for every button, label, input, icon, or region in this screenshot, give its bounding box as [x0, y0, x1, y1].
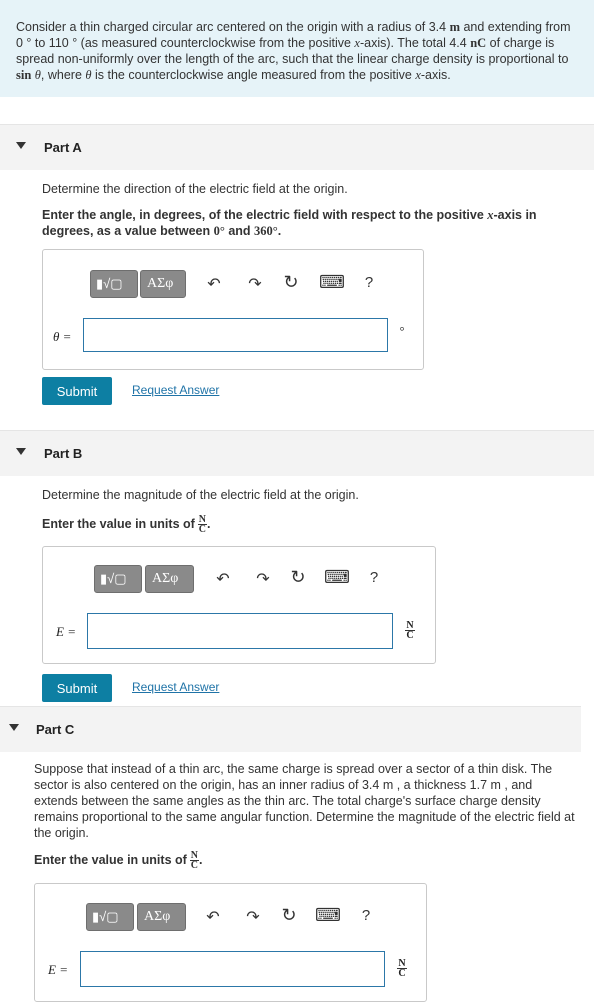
reset-icon[interactable]: ↻ [290, 567, 306, 587]
part-c-title: Part C [36, 722, 75, 737]
templates-icon: ▮√▢ [96, 276, 123, 291]
part-c-instruction: Enter the value in units of $\frac{N}{C}$ . [34, 850, 203, 871]
part-c-answer-input[interactable] [80, 951, 385, 987]
e-variable-label: E = [48, 962, 68, 977]
keyboard-icon[interactable]: ⌨ [315, 905, 341, 925]
theta-variable-label: θ = [53, 329, 72, 344]
reset-icon[interactable]: ↻ [283, 272, 299, 292]
keyboard-icon[interactable]: ⌨ [324, 567, 350, 587]
help-icon[interactable]: ? [364, 274, 374, 291]
part-b-question: Determine the magnitude of the electric field at the origin. [42, 488, 359, 502]
redo-icon[interactable]: ↷ [256, 571, 270, 588]
greek-symbols-button[interactable] [145, 565, 194, 593]
units-denominator: C [198, 524, 207, 535]
templates-icon: ▮√▢ [92, 909, 119, 924]
e-variable-label: E = [56, 624, 76, 639]
part-b-instruction-text: Enter the value in units of [42, 516, 195, 531]
undo-icon[interactable]: ↶ [206, 909, 220, 926]
part-a-instruction: Enter the angle, in degrees, of the electric field with respect to the positive x-axis in degrees, as a value between 0° and 360°. [42, 208, 537, 238]
templates-button[interactable] [86, 903, 134, 931]
greek-symbols-label: ΑΣφ [144, 909, 171, 924]
help-icon[interactable]: ? [361, 907, 371, 924]
degree-unit-label: ° [399, 324, 405, 338]
help-icon[interactable]: ? [369, 569, 379, 586]
greek-symbols-button[interactable] [140, 270, 186, 298]
part-a-header[interactable] [0, 124, 594, 170]
units-fraction-label [403, 621, 417, 640]
problem-statement: Consider a thin charged circular arc centered on the origin with a radius of 3.4 m and extending from 0 ° to 110 ° (as measured counterclockwise from the positive x-axis). The total 4.4 nC of charge is spread non-uniformly over the length of the arc, such that the linear charge density is proportional to sin θ, where θ is the counterclockwise angle measured from the positive x-axis. [0, 0, 594, 97]
collapse-arrow-icon[interactable] [16, 448, 26, 455]
units-fraction-label [395, 959, 409, 978]
units-numerator: N [398, 958, 406, 969]
part-b-submit-button[interactable]: Submit [42, 674, 112, 702]
part-a-request-answer-link[interactable]: Request Answer [132, 383, 220, 397]
units-denominator: C [398, 968, 406, 979]
templates-button[interactable] [90, 270, 138, 298]
units-denominator: C [190, 860, 199, 871]
part-b-header[interactable] [0, 430, 594, 476]
part-c-question: Suppose that instead of a thin arc, the same charge is spread over a sector of a thin disk. The sector is also centered on the origin, has an inner radius of 3.4 m , a thickness 1.7 m , and extends between the same angles as the thin arc. The total charge's surface charge density remains proportional to the same angular function. Determine the magnitude of the electric field at the origin. [34, 762, 575, 840]
part-b-instruction: Enter the value in units of $\frac{N}{C}$ . [42, 514, 211, 535]
part-a-title: Part A [44, 140, 82, 155]
redo-icon[interactable]: ↷ [248, 276, 262, 293]
part-a-submit-button[interactable]: Submit [42, 377, 112, 405]
templates-button[interactable] [94, 565, 142, 593]
redo-icon[interactable]: ↷ [246, 909, 260, 926]
part-a-question: Determine the direction of the electric field at the origin. [42, 182, 348, 196]
part-c-answer-box [34, 883, 427, 1002]
part-b-answer-input[interactable] [87, 613, 393, 649]
part-b-title: Part B [44, 446, 83, 461]
part-b-answer-box [42, 546, 436, 664]
units-numerator: N [198, 514, 207, 525]
part-a-answer-box [42, 249, 424, 370]
units-numerator: N [190, 850, 199, 861]
keyboard-icon[interactable]: ⌨ [319, 272, 345, 292]
greek-symbols-label: ΑΣφ [152, 571, 179, 586]
part-b-request-answer-link[interactable]: Request Answer [132, 680, 220, 694]
undo-icon[interactable]: ↶ [207, 276, 221, 293]
units-denominator: C [406, 630, 414, 641]
units-fraction [198, 515, 207, 534]
units-fraction [190, 851, 199, 870]
units-numerator: N [406, 620, 414, 631]
collapse-arrow-icon[interactable] [9, 724, 19, 731]
templates-icon: ▮√▢ [100, 571, 127, 586]
collapse-arrow-icon[interactable] [16, 142, 26, 149]
undo-icon[interactable]: ↶ [216, 571, 230, 588]
part-c-header[interactable] [0, 706, 581, 752]
greek-symbols-button[interactable] [137, 903, 186, 931]
reset-icon[interactable]: ↻ [281, 905, 297, 925]
part-a-answer-input[interactable] [83, 318, 388, 352]
greek-symbols-label: ΑΣφ [147, 276, 174, 291]
units-fraction [405, 621, 414, 640]
units-fraction [397, 959, 406, 978]
part-c-instruction-text: Enter the value in units of [34, 852, 187, 867]
